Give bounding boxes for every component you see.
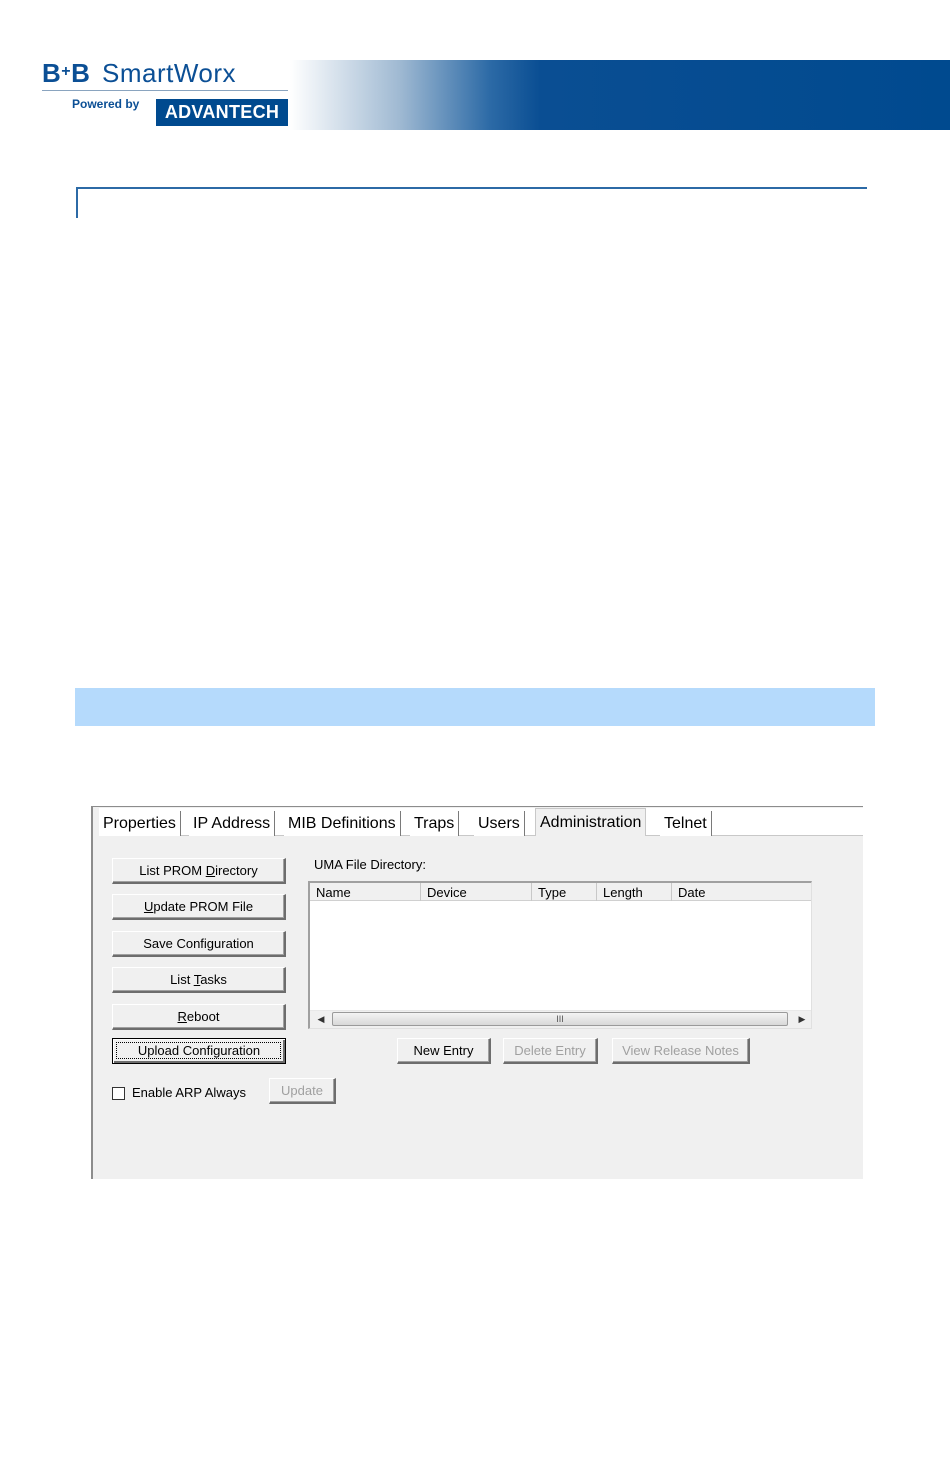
- view-release-notes-button[interactable]: View Release Notes: [612, 1038, 750, 1064]
- upload-configuration-button[interactable]: Upload Configuration: [112, 1038, 286, 1064]
- enable-arp-label: Enable ARP Always: [132, 1085, 246, 1100]
- tab-mib-definitions[interactable]: MIB Definitions: [284, 811, 401, 836]
- column-date[interactable]: Date: [678, 885, 706, 900]
- column-type[interactable]: Type: [532, 883, 597, 901]
- tab-strip: [99, 808, 863, 836]
- save-configuration-button[interactable]: Save Configuration: [112, 931, 286, 957]
- scroll-thumb[interactable]: III: [332, 1012, 788, 1026]
- advantech-logo: ADVANTECH: [156, 99, 288, 126]
- reboot-button[interactable]: Reboot: [112, 1004, 286, 1030]
- administration-dialog: [91, 806, 863, 1179]
- tab-ip-address[interactable]: IP Address: [189, 811, 275, 836]
- column-name[interactable]: Name: [310, 883, 421, 901]
- update-prom-file-button[interactable]: Update PROM File: [112, 894, 286, 920]
- section-heading-bar: [75, 688, 875, 726]
- logo-divider: [42, 90, 288, 91]
- powered-by-text: Powered by: [72, 97, 140, 111]
- scroll-right-icon[interactable]: ▶: [798, 1014, 806, 1024]
- section-rule: [76, 187, 867, 189]
- column-device[interactable]: Device: [421, 883, 532, 901]
- list-header: [310, 883, 811, 901]
- smartworx-logo: SmartWorx: [102, 58, 237, 88]
- tab-administration[interactable]: Administration: [535, 808, 646, 836]
- column-length[interactable]: Length: [597, 883, 672, 901]
- bb-logo: B+B: [42, 58, 91, 88]
- tab-traps[interactable]: Traps: [410, 811, 459, 836]
- uma-file-directory-label: UMA File Directory:: [314, 857, 426, 872]
- tab-telnet[interactable]: Telnet: [660, 811, 712, 836]
- new-entry-button[interactable]: New Entry: [397, 1038, 491, 1064]
- list-prom-directory-button[interactable]: List PROM Directory: [112, 858, 286, 884]
- list-tasks-button[interactable]: List Tasks: [112, 967, 286, 993]
- scroll-left-icon[interactable]: ◀: [317, 1014, 325, 1024]
- tab-users[interactable]: Users: [474, 811, 525, 836]
- enable-arp-checkbox[interactable]: [112, 1087, 125, 1100]
- delete-entry-button[interactable]: Delete Entry: [503, 1038, 598, 1064]
- focus-rect: [116, 1042, 281, 1059]
- tab-properties[interactable]: Properties: [99, 811, 181, 836]
- section-rule-corner: [76, 187, 78, 218]
- horizontal-scrollbar[interactable]: [310, 1010, 811, 1028]
- update-button[interactable]: Update: [269, 1078, 336, 1104]
- uma-file-list[interactable]: [308, 881, 812, 1029]
